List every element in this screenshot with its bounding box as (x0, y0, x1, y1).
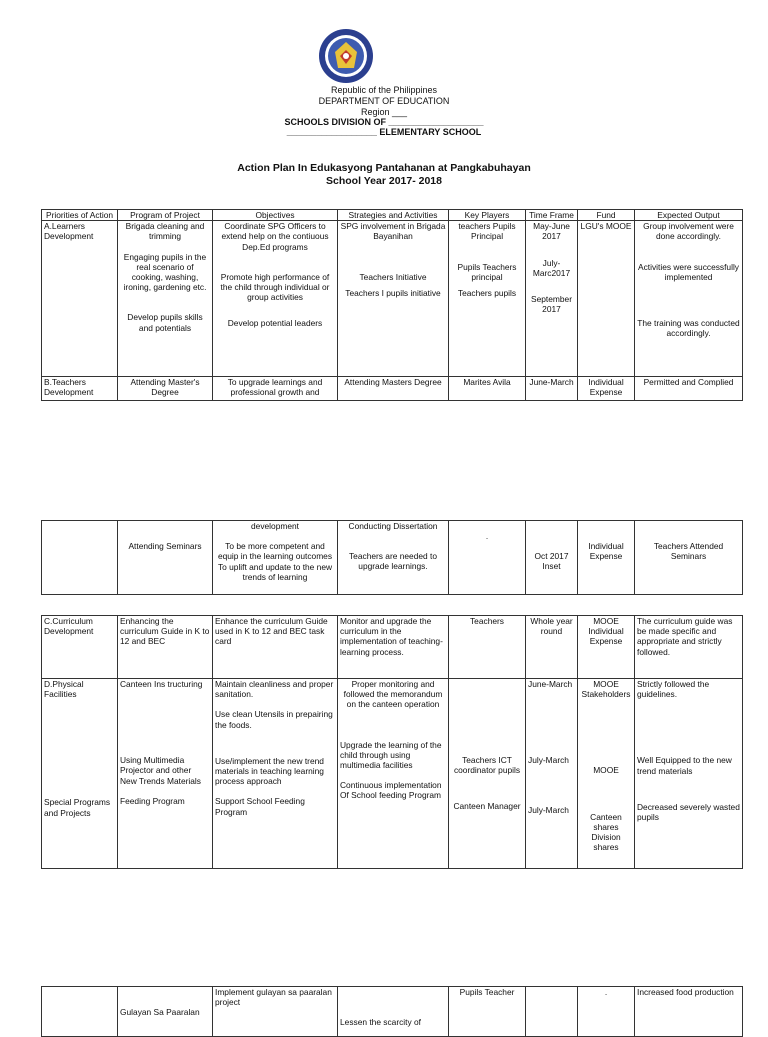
expected-output-cell: Permitted and Complied (635, 377, 743, 401)
priority-cell: A.Learners Development (42, 221, 118, 377)
header-cell: Time Frame (526, 210, 578, 221)
program-cell: Attending Seminars (118, 521, 213, 595)
strategies-cell: SPG involvement in Brigada Bayanihan Teachers Initiative Teachers I pupils initiative (338, 221, 449, 377)
key-players-cell: Teachers (449, 616, 526, 679)
priority-cell: C.Curriculum Development (42, 616, 118, 679)
header-school: __________________ ELEMENTARY SCHOOL (286, 127, 482, 137)
strategies-cell: Attending Masters Degree (338, 377, 449, 401)
fund-cell: Individual Expense (578, 521, 635, 595)
fund-cell: MOOE Individual Expense (578, 616, 635, 679)
fund-cell: MOOE Stakeholders MOOE Canteen shares Division shares (578, 679, 635, 869)
key-players-cell: Marites Avila (449, 377, 526, 401)
priority-cell (42, 987, 118, 1037)
table-row (42, 616, 743, 679)
table-row (42, 377, 743, 401)
header-cell: Fund (578, 210, 635, 221)
action-plan-table-1 (41, 209, 743, 401)
header-cell: Expected Output (635, 210, 743, 221)
key-players-cell: Teachers ICT coordinator pupils Canteen Manager (449, 679, 526, 869)
priority-cell (42, 521, 118, 595)
priority-cell: D.Physical Facilities Special Programs and Projects (42, 679, 118, 869)
program-cell: Gulayan Sa Paaralan (118, 987, 213, 1037)
header-division: SCHOOLS DIVISION OF ___________________ (284, 117, 484, 127)
priority-cell: B.Teachers Development (42, 377, 118, 401)
fund-cell: LGU's MOOE (578, 221, 635, 377)
fund-cell: . (578, 987, 635, 1037)
table-row (42, 987, 743, 1037)
time-frame-cell (526, 987, 578, 1037)
table-row (42, 521, 743, 595)
school-year: School Year 2017- 2018 (326, 175, 442, 187)
time-frame-cell: May-June 2017 July-Marc2017 September 2017 (526, 221, 578, 377)
expected-output-cell: The curriculum guide was be made specific and appropriate and strictly followed. (635, 616, 743, 679)
header-cell: Program of Project (118, 210, 213, 221)
strategies-cell: Monitor and upgrade the curriculum in the implementation of teaching-learning process. (338, 616, 449, 679)
objectives-cell: To upgrade learnings and professional growth and (213, 377, 338, 401)
header-region: Region ___ (360, 107, 408, 117)
objectives-cell: development To be more competent and equip in the learning outcomes To uplift and update to the new trends of learning (213, 521, 338, 595)
fund-cell: Individual Expense (578, 377, 635, 401)
action-plan-table-4 (41, 986, 743, 1037)
header-cell: Priorities of Action (42, 210, 118, 221)
program-cell: Brigada cleaning and trimming Engaging pupils in the real scenario of cooking, washing, ironing, gardening etc. Develop pupils skills and potentials (118, 221, 213, 377)
header-department: DEPARTMENT OF EDUCATION (318, 96, 450, 106)
objectives-cell: Maintain cleanliness and proper sanitation. Use clean Utensils in prepairing the foods. Use/implement the new trend materials in teaching learning process approach Support School Feeding Program (213, 679, 338, 869)
table-header-row (42, 210, 743, 221)
expected-output-cell: Strictly followed the guidelines. Well Equipped to the new trend materials Decreased severely wasted pupils (635, 679, 743, 869)
action-plan-table-3 (41, 615, 743, 869)
program-cell: Attending Master's Degree (118, 377, 213, 401)
deped-seal (318, 28, 374, 84)
strategies-cell: Conducting Dissertation Teachers are needed to upgrade learnings. (338, 521, 449, 595)
strategies-cell: Proper monitoring and followed the memorandum on the canteen operation Upgrade the learning of the child through using multimedia facilities Continuous implementation Of School feeding Program (338, 679, 449, 869)
table-row (42, 679, 743, 869)
expected-output-cell: Teachers Attended Seminars (635, 521, 743, 595)
objectives-cell: Enhance the curriculum Guide used in K to 12 and BEC task card (213, 616, 338, 679)
key-players-cell: · (449, 521, 526, 595)
header-cell: Objectives (213, 210, 338, 221)
time-frame-cell: Oct 2017 Inset (526, 521, 578, 595)
program-cell: Enhancing the curriculum Guide in K to 12 and BEC (118, 616, 213, 679)
header-cell: Key Players (449, 210, 526, 221)
objectives-cell: Coordinate SPG Officers to extend help on the contiuous Dep.Ed programs Promote high performance of the child through individual or group activities Develop potential leaders (213, 221, 338, 377)
objectives-cell: Implement gulayan sa paaralan project (213, 987, 338, 1037)
doc-title: Action Plan In Edukasyong Pantahanan at Pangkabuhayan (237, 162, 531, 174)
header-cell: Strategies and Activities (338, 210, 449, 221)
expected-output-cell: Increased food production (635, 987, 743, 1037)
action-plan-table-2 (41, 520, 743, 595)
key-players-cell: teachers Pupils Principal Pupils Teachers principal Teachers pupils (449, 221, 526, 377)
time-frame-cell: Whole year round (526, 616, 578, 679)
table-row (42, 221, 743, 377)
program-cell: Canteen Ins tructuring Using Multimedia Projector and other New Trends Materials Feeding Program (118, 679, 213, 869)
header-republic: Republic of the Philippines (330, 85, 438, 95)
key-players-cell: Pupils Teacher (449, 987, 526, 1037)
time-frame-cell: June-March (526, 377, 578, 401)
expected-output-cell: Group involvement were done accordingly. Activities were successfully implemented The training was conducted accordingly. (635, 221, 743, 377)
time-frame-cell: June-March July-March July-March (526, 679, 578, 869)
strategies-cell: Lessen the scarcity of (338, 987, 449, 1037)
